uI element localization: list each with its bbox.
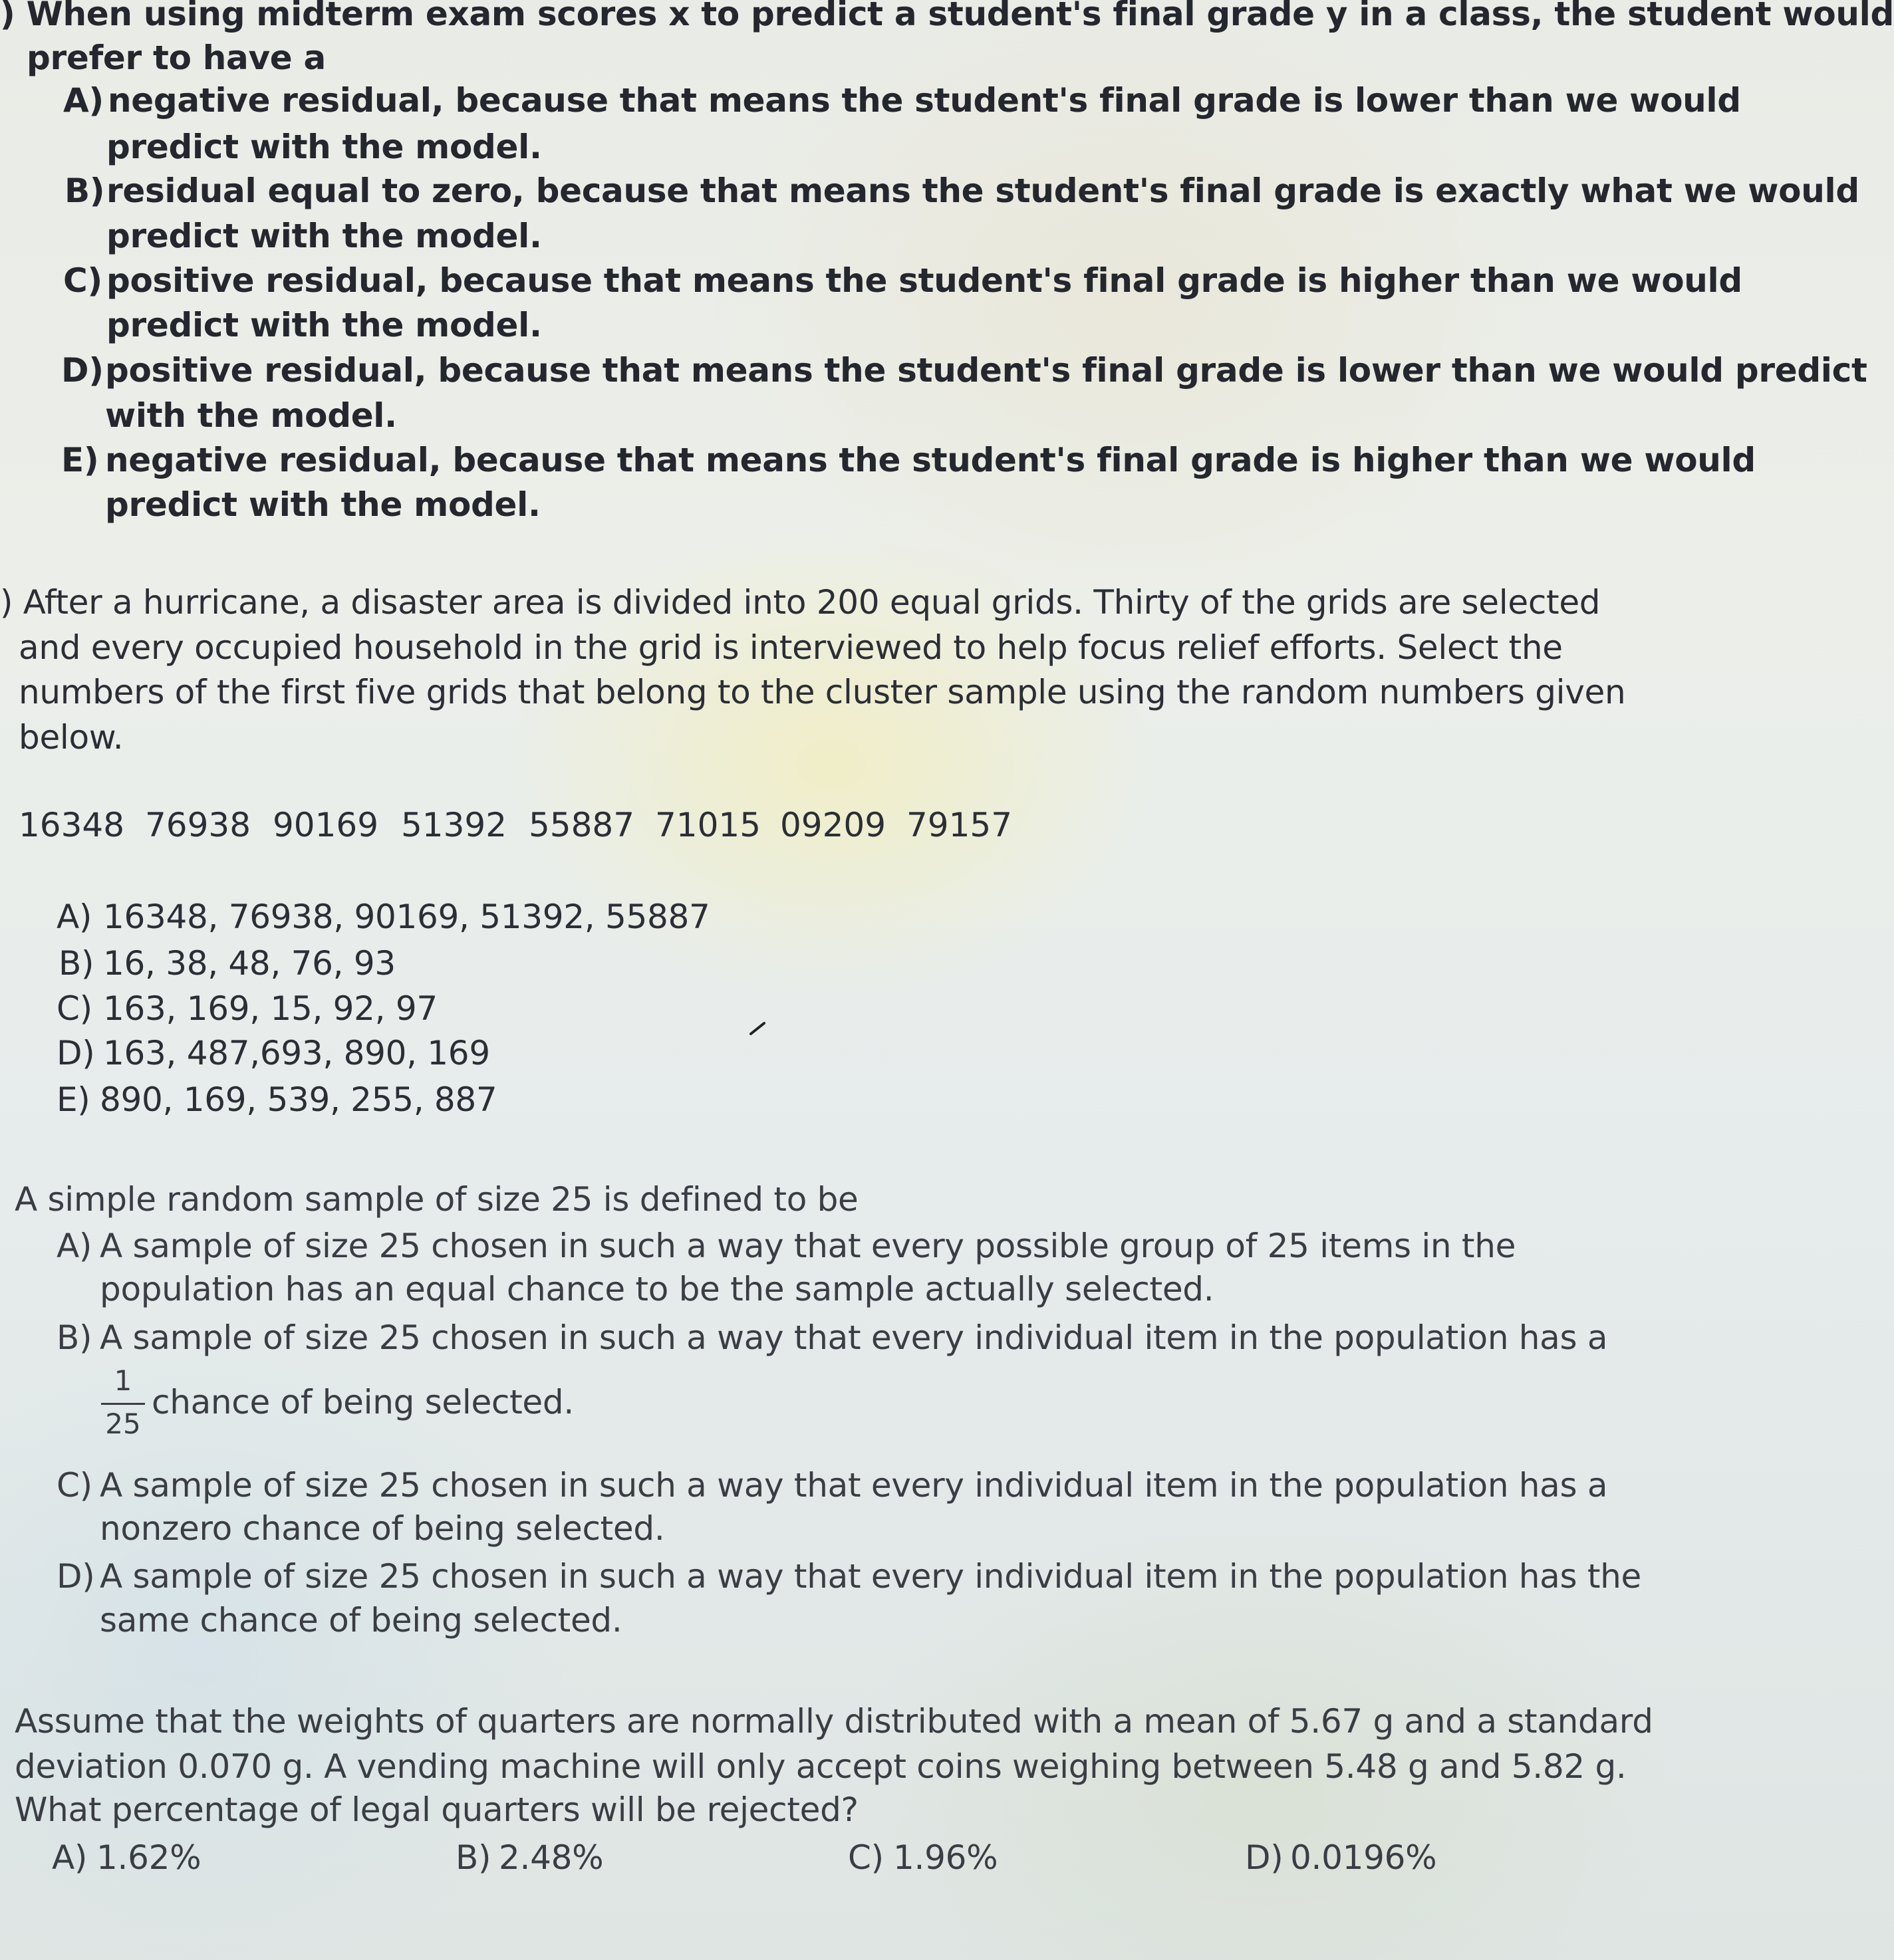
q1-option-e-label: E): [61, 441, 99, 479]
q1-option-c-text-1: positive residual, because that means the student's final grade is higher than we would: [106, 261, 1742, 300]
q3-option-d-text-1: A sample of size 25 chosen in such a way that every individual item in the population has the: [100, 1557, 1642, 1596]
q3-option-c-label: C): [57, 1466, 92, 1505]
fraction-numerator: 1: [114, 1364, 132, 1397]
fraction-denominator: 25: [105, 1408, 141, 1440]
q1-option-a-text-2: predict with the model.: [106, 128, 542, 166]
q2-option-e-label: E): [57, 1080, 90, 1119]
question-1-stem-line-1: ) When using midterm exam scores x to predict a student's final grade y in a class, the student would: [0, 0, 1894, 33]
q1-option-d-label: D): [61, 351, 104, 390]
random-number: 16348: [19, 806, 125, 844]
question-2-stem-line-1: ) After a hurricane, a disaster area is divided into 200 equal grids. Thirty of the grids are selected: [0, 583, 1601, 622]
q4-option-c-text: 1.96%: [893, 1838, 998, 1877]
random-number: 79157: [906, 806, 1013, 844]
q1-option-b-text-1: residual equal to zero, because that means the student's final grade is exactly what we would: [106, 172, 1859, 210]
q2-option-a-text: 16348, 76938, 90169, 51392, 55887: [103, 898, 710, 936]
fraction-bar: [101, 1403, 145, 1405]
q4-option-b-text: 2.48%: [499, 1838, 604, 1877]
question-3-stem: A simple random sample of size 25 is defined to be: [15, 1180, 859, 1219]
q1-option-a-text-1: negative residual, because that means the student's final grade is lower than we would: [108, 81, 1741, 120]
question-2-stem-line-4: below.: [19, 718, 124, 757]
q1-option-b-text-2: predict with the model.: [106, 217, 542, 255]
pen-mark: [748, 1021, 768, 1037]
q4-option-c-label: C): [848, 1838, 884, 1877]
q4-option-b-label: B): [456, 1838, 491, 1877]
q3-option-a-label: A): [57, 1227, 92, 1265]
q2-option-d-text: 163, 487,693, 890, 169: [103, 1034, 490, 1072]
q3-option-b-text-1: A sample of size 25 chosen in such a way that every individual item in the population has a: [100, 1318, 1608, 1357]
question-4-stem-line-1: Assume that the weights of quarters are normally distributed with a mean of 5.67 g and a standard: [15, 1702, 1653, 1741]
q3-option-d-label: D): [57, 1557, 95, 1596]
random-number: 09209: [780, 806, 886, 844]
question-2-stem-line-2: and every occupied household in the grid is interviewed to help focus relief efforts. Select the: [19, 628, 1563, 667]
q1-option-e-text-1: negative residual, because that means the student's final grade is higher than we would: [105, 441, 1756, 479]
question-4-stem-line-3: What percentage of legal quarters will be rejected?: [15, 1790, 859, 1829]
random-number: 90169: [273, 806, 379, 844]
question-1-stem-line-2: prefer to have a: [27, 39, 326, 77]
random-number: 76938: [145, 806, 251, 844]
q1-option-c-label: C): [63, 261, 102, 300]
q4-option-a-label: A): [52, 1838, 88, 1877]
q1-option-a-label: A): [63, 81, 104, 120]
q3-option-b-label: B): [57, 1318, 92, 1357]
q3-option-a-text-1: A sample of size 25 chosen in such a way that every possible group of 25 items in the: [100, 1227, 1516, 1265]
q1-option-c-text-2: predict with the model.: [106, 306, 542, 344]
random-number: 55887: [529, 806, 635, 844]
q4-option-d-text: 0.0196%: [1290, 1838, 1437, 1877]
q3-option-c-text-2: nonzero chance of being selected.: [100, 1509, 665, 1548]
random-number: 51392: [401, 806, 507, 844]
question-4-stem-line-2: deviation 0.070 g. A vending machine will only accept coins weighing between 5.48 g and 5.82 g.: [15, 1747, 1627, 1786]
q2-option-b-text: 16, 38, 48, 76, 93: [103, 944, 396, 983]
q2-option-c-text: 163, 169, 15, 92, 97: [103, 989, 438, 1028]
q1-option-b-label: B): [65, 172, 105, 210]
question-2-stem-line-3: numbers of the first five grids that belong to the cluster sample using the random numbers given: [19, 673, 1626, 711]
q4-option-a-text: 1.62%: [96, 1838, 202, 1877]
q3-option-b-text-2: chance of being selected.: [152, 1383, 574, 1421]
random-number: 71015: [655, 806, 761, 844]
q1-option-d-text-2: with the model.: [105, 396, 397, 435]
q3-option-c-text-1: A sample of size 25 chosen in such a way that every individual item in the population has a: [100, 1466, 1608, 1505]
q4-option-d-label: D): [1245, 1838, 1284, 1877]
q1-option-d-text-1: positive residual, because that means the student's final grade is lower than we would predict: [105, 351, 1867, 390]
q2-option-c-label: C): [57, 989, 92, 1028]
q2-option-d-label: D): [57, 1034, 95, 1072]
q1-option-e-text-2: predict with the model.: [105, 485, 541, 524]
q3-option-a-text-2: population has an equal chance to be the sample actually selected.: [100, 1270, 1214, 1308]
q3-option-d-text-2: same chance of being selected.: [100, 1601, 622, 1640]
q2-option-b-label: B): [59, 944, 94, 983]
q2-option-a-label: A): [57, 898, 92, 936]
q2-option-e-text: 890, 169, 539, 255, 887: [100, 1080, 497, 1119]
